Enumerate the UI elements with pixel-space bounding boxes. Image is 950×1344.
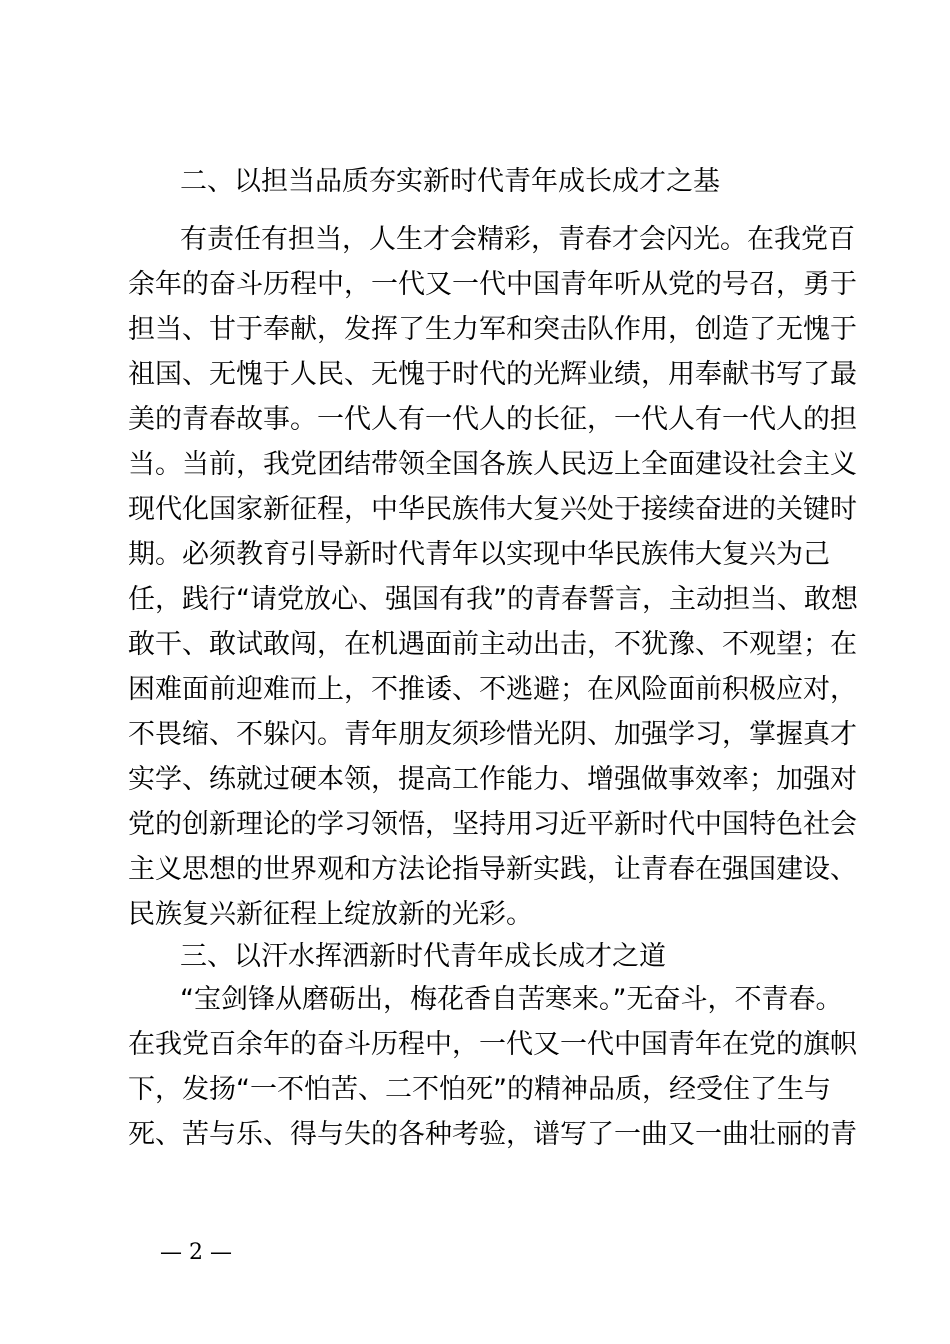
paragraph-line: 当。当前，我党团结带领全国各族人民迈上全面建设社会主义 xyxy=(128,449,857,480)
paragraph-line: 期。必须教育引导新时代青年以实现中华民族伟大复兴为己 xyxy=(128,539,830,570)
paragraph-line: 有责任有担当，人生才会精彩，青春才会闪光。在我党百 xyxy=(180,224,855,255)
paragraph-line: 现代化国家新征程，中华民族伟大复兴处于接续奋进的关键时 xyxy=(128,494,857,525)
paragraph-line: 不畏缩、不躲闪。青年朋友须珍惜光阴、加强学习，掌握真才 xyxy=(128,719,857,750)
paragraph-line: 任，践行“请党放心、强国有我”的青春誓言，主动担当、敢想 xyxy=(128,584,858,615)
paragraph-line: 祖国、无愧于人民、无愧于时代的光辉业绩，用奉献书写了最 xyxy=(128,359,857,390)
page-number: — 2 — xyxy=(160,1240,232,1265)
paragraph-line: “宝剑锋从磨砺出，梅花香自苦寒来。”无奋斗，不青春。 xyxy=(180,984,843,1015)
paragraph-line: 民族复兴新征程上绽放新的光彩。 xyxy=(128,899,533,930)
paragraph-line: 死、苦与乐、得与失的各种考验，谱写了一曲又一曲壮丽的青 xyxy=(128,1119,857,1150)
paragraph-line: 敢干、敢试敢闯，在机遇面前主动出击，不犹豫、不观望；在 xyxy=(128,629,857,660)
paragraph-line: 实学、练就过硬本领，提高工作能力、增强做事效率；加强对 xyxy=(128,764,857,795)
paragraph-line: 下，发扬“一不怕苦、二不怕死”的精神品质，经受住了生与 xyxy=(128,1074,831,1105)
section-heading-3: 三、以汗水挥洒新时代青年成长成才之道 xyxy=(180,941,666,972)
paragraph-line: 担当、甘于奉献，发挥了生力军和突击队作用，创造了无愧于 xyxy=(128,314,857,345)
paragraph-line: 在我党百余年的奋斗历程中，一代又一代中国青年在党的旗帜 xyxy=(128,1029,857,1060)
section-heading-2: 二、以担当品质夯实新时代青年成长成才之基 xyxy=(180,166,720,197)
paragraph-line: 余年的奋斗历程中，一代又一代中国青年听从党的号召，勇于 xyxy=(128,269,857,300)
paragraph-line: 党的创新理论的学习领悟，坚持用习近平新时代中国特色社会 xyxy=(128,809,857,840)
paragraph-line: 主义思想的世界观和方法论指导新实践，让青春在强国建设、 xyxy=(128,854,857,885)
paragraph-line: 美的青春故事。一代人有一代人的长征，一代人有一代人的担 xyxy=(128,404,857,435)
paragraph-line: 困难面前迎难而上，不推诿、不逃避；在风险面前积极应对， xyxy=(128,674,857,705)
